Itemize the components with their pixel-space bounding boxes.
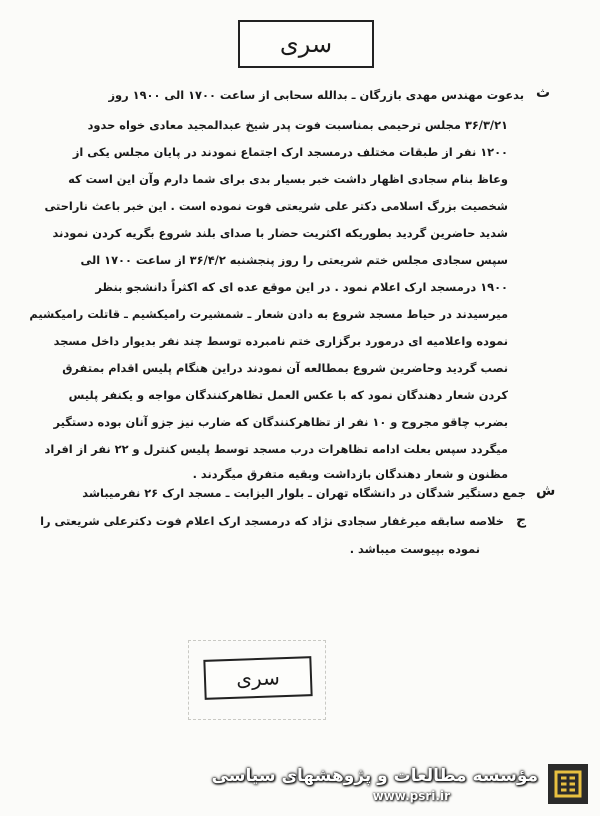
classification-stamp-top: سری [238,20,374,68]
text-line-6: شدید حاضرین گردید بطوریکه اکثریت حضار با صدای بلند شروع بگریه کردن نمودند [52,226,508,240]
institute-url[interactable]: www.psri.ir [372,789,450,803]
text-line-7: سپس سجادی مجلس ختم شریعتی را روز پنجشنبه ۳۶/۴/۲ از ساعت ۱۷۰۰ الی [80,253,508,267]
text-line-10: نموده واعلامیه ای درمورد برگزاری ختم نامبرده توسط چند نفر بدیوار داخل مسجد [53,334,508,348]
section-marker-jeem: ج [516,512,527,528]
text-line-2: ۳۶/۳/۲۱ مجلس ترحیمی بمناسبت فوت پدر شیخ عبدالمجید معادی خواه حدود [87,118,508,132]
text-line-3: ۱۲۰۰ نفر از طبقات مختلف درمسجد ارک اجتماع نمودند در پایان مجلس یکی از [72,145,508,159]
text-line-12: کردن شعار دهندگان نمود که با عکس العمل تظاهرکنندگان مواجه و یکنفر پلیس [68,388,508,402]
text-line-4: وعاظ بنام سجادی اظهار داشت خبر بسیار بدی برای شما دارم وآن این است که [68,172,508,186]
text-line-13: بضرب چاقو مجروح و ۱۰ نفر از تظاهرکنندگان که ضارب نیز جزو آنان بوده دستگیر [53,415,508,429]
section-marker-alef: ث [536,85,551,101]
institute-logo-icon [548,764,588,804]
text-line-8: ۱۹۰۰ درمسجد ارک اعلام نمود . در این موقع عده ای که اکثراً دانشجو بنظر [95,280,508,294]
text-line-11: نصب گردید وحاضرین شروع بمطالعه آن نمودند دراین هنگام پلیس اقدام بمتفرق [62,361,508,375]
text-line-16: جمع دستگیر شدگان در دانشگاه تهران ـ بلوار الیزابت ـ مسجد ارک ۲۶ نفرمیباشد [82,486,526,500]
text-line-9: میرسیدند در حیاط مسجد شروع به دادن شعار ـ شمشیرت رامیکشیم ـ قاتلت رامیکشیم [29,307,508,321]
text-line-5: شخصیت بزرگ اسلامی دکتر علی شریعتی فوت نموده است . این خبر باعث ناراحتی [44,199,508,213]
text-line-18: نموده بپیوست میباشد . [349,542,480,556]
institute-name: مؤسسه مطالعات و پژوهشهای سیاسی [211,766,538,786]
section-marker-sheen: ش [536,483,556,499]
text-line-14: میگردد سپس بعلت ادامه تظاهرات درب مسجد توسط پلیس کنترل و ۲۲ نفر از افراد [44,442,508,456]
text-line-17: خلاصه سابقه میرغفار سجادی نژاد که درمسجد ارک اعلام فوت دکترعلی شریعتی را [40,514,504,528]
classification-stamp-bottom: سری [203,656,312,700]
text-line-15: مظنون و شعار دهندگان بازداشت وبقیه متفرق میگردند . [192,467,508,481]
text-line-1: بدعوت مهندس مهدی بازرگان ـ بدالله سحابی از ساعت ۱۷۰۰ الی ۱۹۰۰ روز [108,88,524,102]
